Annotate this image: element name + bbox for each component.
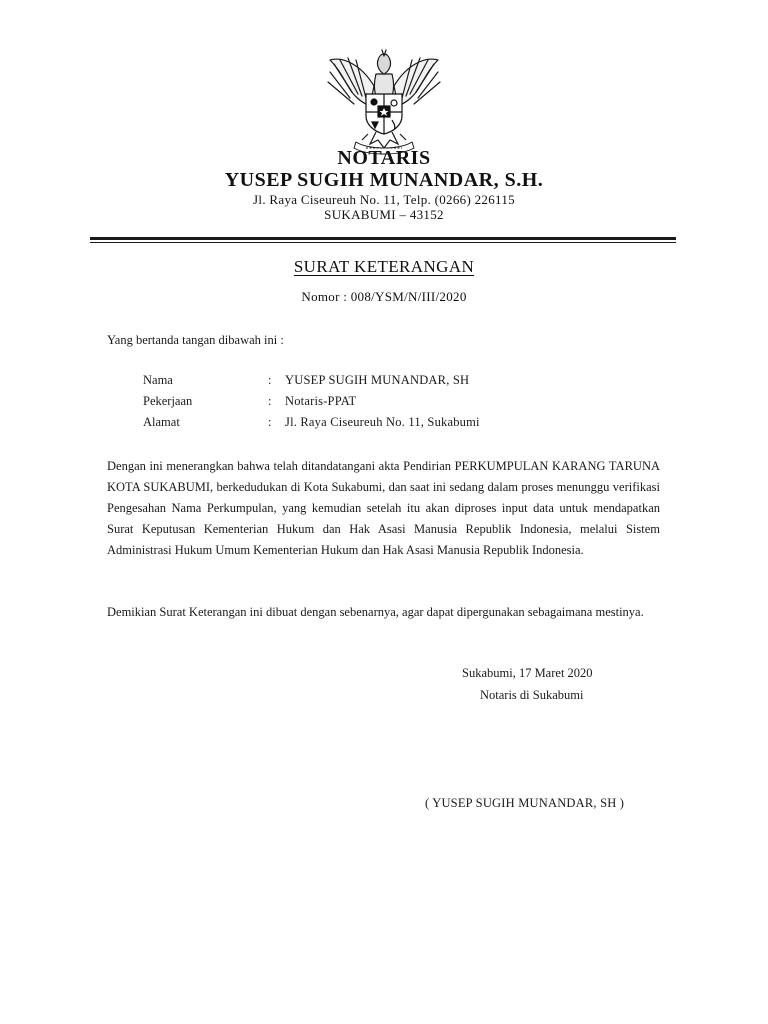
signature-date: Sukabumi, 17 Maret 2020 <box>462 666 593 680</box>
field-colon: : <box>268 394 272 408</box>
office-title: NOTARIS <box>337 147 431 169</box>
field-colon: : <box>268 415 272 429</box>
office-city: SUKABUMI – 43152 <box>324 207 444 222</box>
closing-paragraph: Demikian Surat Keterangan ini dibuat dengan sebenarnya, agar dapat dipergunakan sebagaimana mestinya. <box>107 605 644 619</box>
field-label: Pekerjaan <box>143 394 193 408</box>
statement-paragraph: Dengan ini menerangkan bahwa telah ditandatangani akta Pendirian PERKUMPULAN KARANG TARUNA KOTA SUKABUMI, berkedudukan di Kota Sukabumi, dan saat ini sedang dalam proses menunggu verifikasi Pengesahan Nama Perkumpulan, yang kemudian setelah itu akan diproses input data untuk mendapatkan Surat Keputusan Kementerian Hukum dan Hak Asasi Manusia Republik Indonesia, melalui Sistem Administrasi Hukum Umum Kementerian Hukum dan Hak Asasi Manusia Republik Indonesia. <box>107 459 660 557</box>
letterhead-divider <box>90 237 676 240</box>
garuda-emblem-icon <box>322 46 446 156</box>
document-number: Nomor : 008/YSM/N/III/2020 <box>301 289 467 304</box>
field-label: Alamat <box>143 415 180 429</box>
office-address: Jl. Raya Ciseureuh No. 11, Telp. (0266) 226115 <box>253 192 515 207</box>
field-value: Notaris-PPAT <box>285 394 357 408</box>
signature-role: Notaris di Sukabumi <box>480 688 584 702</box>
field-label: Nama <box>143 373 173 387</box>
field-value: Jl. Raya Ciseureuh No. 11, Sukabumi <box>285 415 480 429</box>
intro-text: Yang bertanda tangan dibawah ini : <box>107 333 284 347</box>
field-colon: : <box>268 373 272 387</box>
notary-name: YUSEP SUGIH MUNANDAR, S.H. <box>224 169 544 191</box>
field-value: YUSEP SUGIH MUNANDAR, SH <box>285 373 470 387</box>
signatory-name: ( YUSEP SUGIH MUNANDAR, SH ) <box>425 796 625 810</box>
document-title: SURAT KETERANGAN <box>293 257 475 276</box>
letterhead-divider-thin <box>90 242 676 243</box>
